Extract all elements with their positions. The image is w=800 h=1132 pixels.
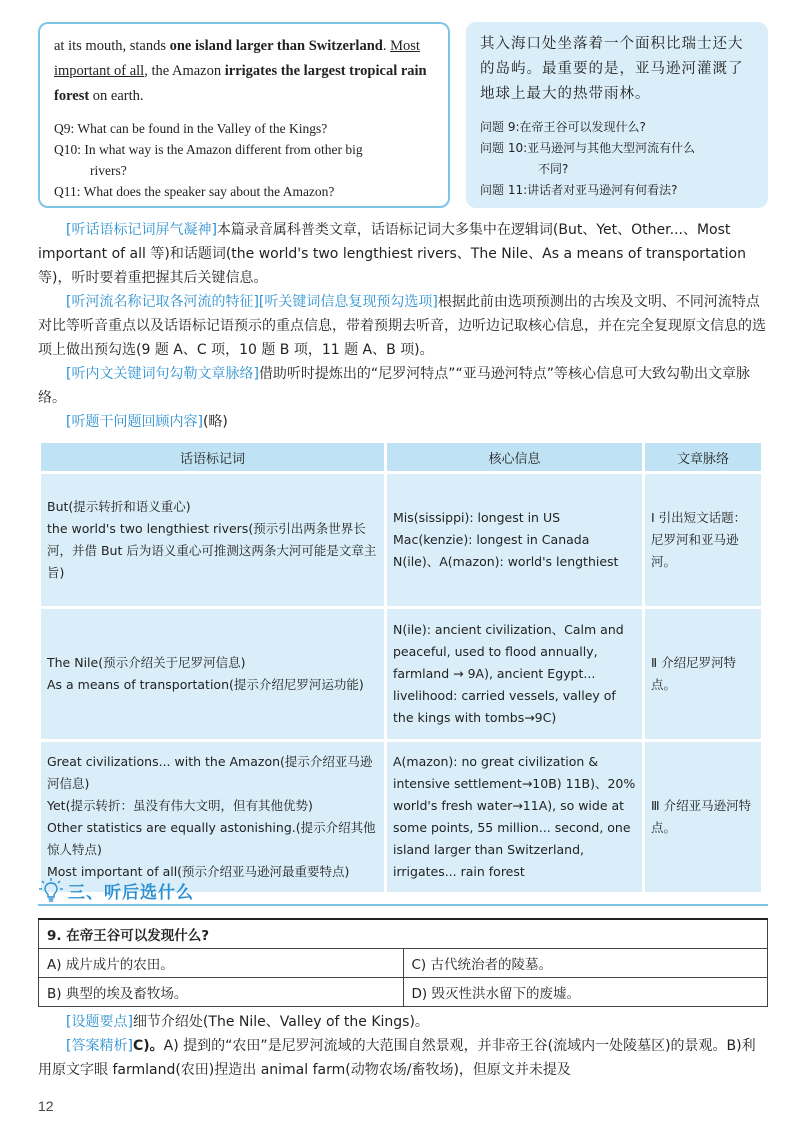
cell-line: Great civilizations... with the Amazon(提示介绍亚马逊河信息): [47, 754, 373, 791]
cell-line: The Nile(预示介绍关于尼罗河信息): [47, 655, 246, 670]
key-points-paragraph: [38, 1010, 768, 1034]
section-heading: [38, 877, 768, 903]
cell-line: Mac(kenzie): longest in Canada: [393, 532, 590, 547]
table-header-row: [41, 443, 761, 471]
tip-tag: [答案精析]: [66, 1038, 133, 1054]
analysis-table: [38, 440, 764, 895]
tip-paragraph-2: [38, 290, 768, 362]
tip-paragraph-3: [38, 362, 768, 410]
text-span: 不同?: [538, 162, 569, 176]
tip-tag: [设题要点]: [66, 1014, 133, 1030]
marker-cell: [41, 474, 384, 606]
question-9-en: Q9: What can be found in the Valley of the Kings?: [54, 121, 328, 136]
cell-line: Yet(提示转折：虽没有伟大文明，但有其他优势): [47, 798, 313, 813]
text-span: .: [382, 38, 391, 54]
option-a: A) 成片成片的农田。: [39, 949, 404, 978]
lightbulb-icon: [38, 877, 64, 903]
underlined-phrase: Most important of all: [54, 38, 420, 79]
tip-tag: [听内文关键词句勾勒文章脉络]: [66, 366, 259, 382]
bold-phrase: one island larger than Switzerland: [169, 38, 383, 54]
chinese-translation-box: [466, 22, 768, 208]
tip-text: 细节介绍处(The Nile、Valley of the Kings)。: [132, 1014, 429, 1030]
cell-line: the world's two lengthiest rivers(预示引出两条世界长河，并借 But 后为语义重心可推测这两条大河可能是文章主旨): [47, 521, 377, 580]
tip-text: A) 提到的“农田”是尼罗河流域的大范围自然景观，并非帝王谷(流域内一处陵墓区)的景观。B)利用原文字眼 farmland(农田)捏造出 animal farm(动物农场/畜牧场)，但原文并未提及: [38, 1038, 756, 1078]
text-span: on earth.: [89, 88, 144, 104]
tip-text: 本篇录音属科普类文章，话语标记词大多集中在逻辑词(But、Yet、Other...、Most important of all 等)和话题词(the world's two lengthiest rivers、The Nile、As a means of transportation 等)，听时要着重把握其后关键信息。: [38, 222, 746, 286]
answer-analysis-paragraph: [38, 1034, 768, 1082]
cell-line: Most important of all(预示介绍亚马逊河最重要特点): [47, 864, 350, 879]
page-number: 12: [38, 1098, 54, 1114]
options-row: [39, 949, 768, 978]
cell-line: N(ile): ancient civilization、Calm and peaceful, used to flood annually, farmland → 9A), ancient Egypt... livelihood: carried vessels, valley of the kings with tombs→9C): [393, 622, 624, 725]
structure-cell: Ⅲ 介绍亚马逊河特点。: [645, 742, 761, 892]
text-span: 问题 10:亚马逊河与其他大型河流有什么: [480, 141, 696, 155]
question-9-table: [38, 918, 768, 1007]
header-markers: 话语标记词: [41, 443, 384, 471]
section-divider: [38, 904, 768, 906]
question-11-cn: 问题 11:讲话者对亚马逊河有何看法?: [480, 183, 678, 197]
tip-text: 根据此前由选项预测出的古埃及文明、不同河流特点对比等听音重点以及话语标记语预示的重点信息，带着预期去听音，边听边记取核心信息，并在完全复现原文信息的选项上做出预勾选(9 题 A、C 项，10 题 B 项，11 题 A、B 项)。: [38, 294, 766, 358]
core-info-cell: [387, 474, 642, 606]
table-row: [41, 609, 761, 739]
option-d: D) 毁灭性洪水留下的废墟。: [403, 978, 768, 1007]
text-span: Q10: In what way is the Amazon different from other big: [54, 142, 363, 157]
english-passage-box: [38, 22, 450, 208]
tip-text: (略): [202, 414, 228, 430]
question-10-en: [54, 139, 434, 181]
text-span: rivers?: [90, 163, 127, 178]
cell-line: But(提示转折和语义重心): [47, 499, 191, 514]
marker-cell: [41, 742, 384, 892]
cell-line: As a means of transportation(提示介绍尼罗河运功能): [47, 677, 364, 692]
question-9-cn: 问题 9:在帝王谷可以发现什么?: [480, 120, 646, 134]
cell-line: Mis(sissippi): longest in US: [393, 510, 561, 525]
question-11-en: Q11: What does the speaker say about the Amazon?: [54, 184, 335, 199]
tip-tag: [听河流名称记取各河流的特征][听关键词信息复现预勾选项]: [66, 294, 438, 310]
core-info-cell: [387, 742, 642, 892]
structure-cell: Ⅰ 引出短文话题：尼罗河和亚马逊河。: [645, 474, 761, 606]
structure-cell: Ⅱ 介绍尼罗河特点。: [645, 609, 761, 739]
question-10-cn: [480, 138, 754, 180]
core-info-cell: [387, 609, 642, 739]
chinese-paragraph: 其入海口处坐落着一个面积比瑞士还大的岛屿。最重要的是，亚马逊河灌溉了地球上最大的热带雨林。: [480, 36, 744, 102]
option-b: B) 典型的埃及畜牧场。: [39, 978, 404, 1007]
answer-letter: C)。: [132, 1038, 164, 1054]
header-structure: 文章脉络: [645, 443, 761, 471]
tip-text: 借助听时提炼出的“尼罗河特点”“亚马逊河特点”等核心信息可大致勾勒出文章脉络。: [38, 366, 750, 406]
table-row: [41, 474, 761, 606]
text-span: at its mouth, stands: [54, 38, 170, 54]
cell-line: N(ile)、A(mazon): world's lengthiest: [393, 554, 619, 569]
tip-paragraph-4: [38, 410, 768, 434]
marker-cell: [41, 609, 384, 739]
tip-tag: [听话语标记词屏气凝神]: [66, 222, 217, 238]
english-paragraph: [54, 34, 434, 109]
tip-tag: [听题干问题回顾内容]: [66, 414, 203, 430]
options-row: [39, 978, 768, 1007]
question-stem: 9. 在帝王谷可以发现什么?: [39, 919, 768, 949]
option-c: C) 古代统治者的陵墓。: [403, 949, 768, 978]
cell-line: Other statistics are equally astonishing.(提示介绍其他惊人特点): [47, 820, 376, 857]
cell-line: A(mazon): no great civilization & intensive settlement→10B) 11B)、20% world's fresh water→11A), so wide at some points, 55 million... second, one island larger than Switzerland, irrigates... rain forest: [393, 754, 636, 879]
tip-paragraph-1: [38, 218, 768, 290]
section-title: 三、听后选什么: [68, 883, 194, 903]
question-stem-row: [39, 919, 768, 949]
header-core-info: 核心信息: [387, 443, 642, 471]
table-row: [41, 742, 761, 892]
top-passage-area: [38, 22, 768, 208]
bold-phrase: irrigates the largest tropical rain forest: [54, 63, 427, 104]
text-span: , the Amazon: [144, 63, 225, 79]
